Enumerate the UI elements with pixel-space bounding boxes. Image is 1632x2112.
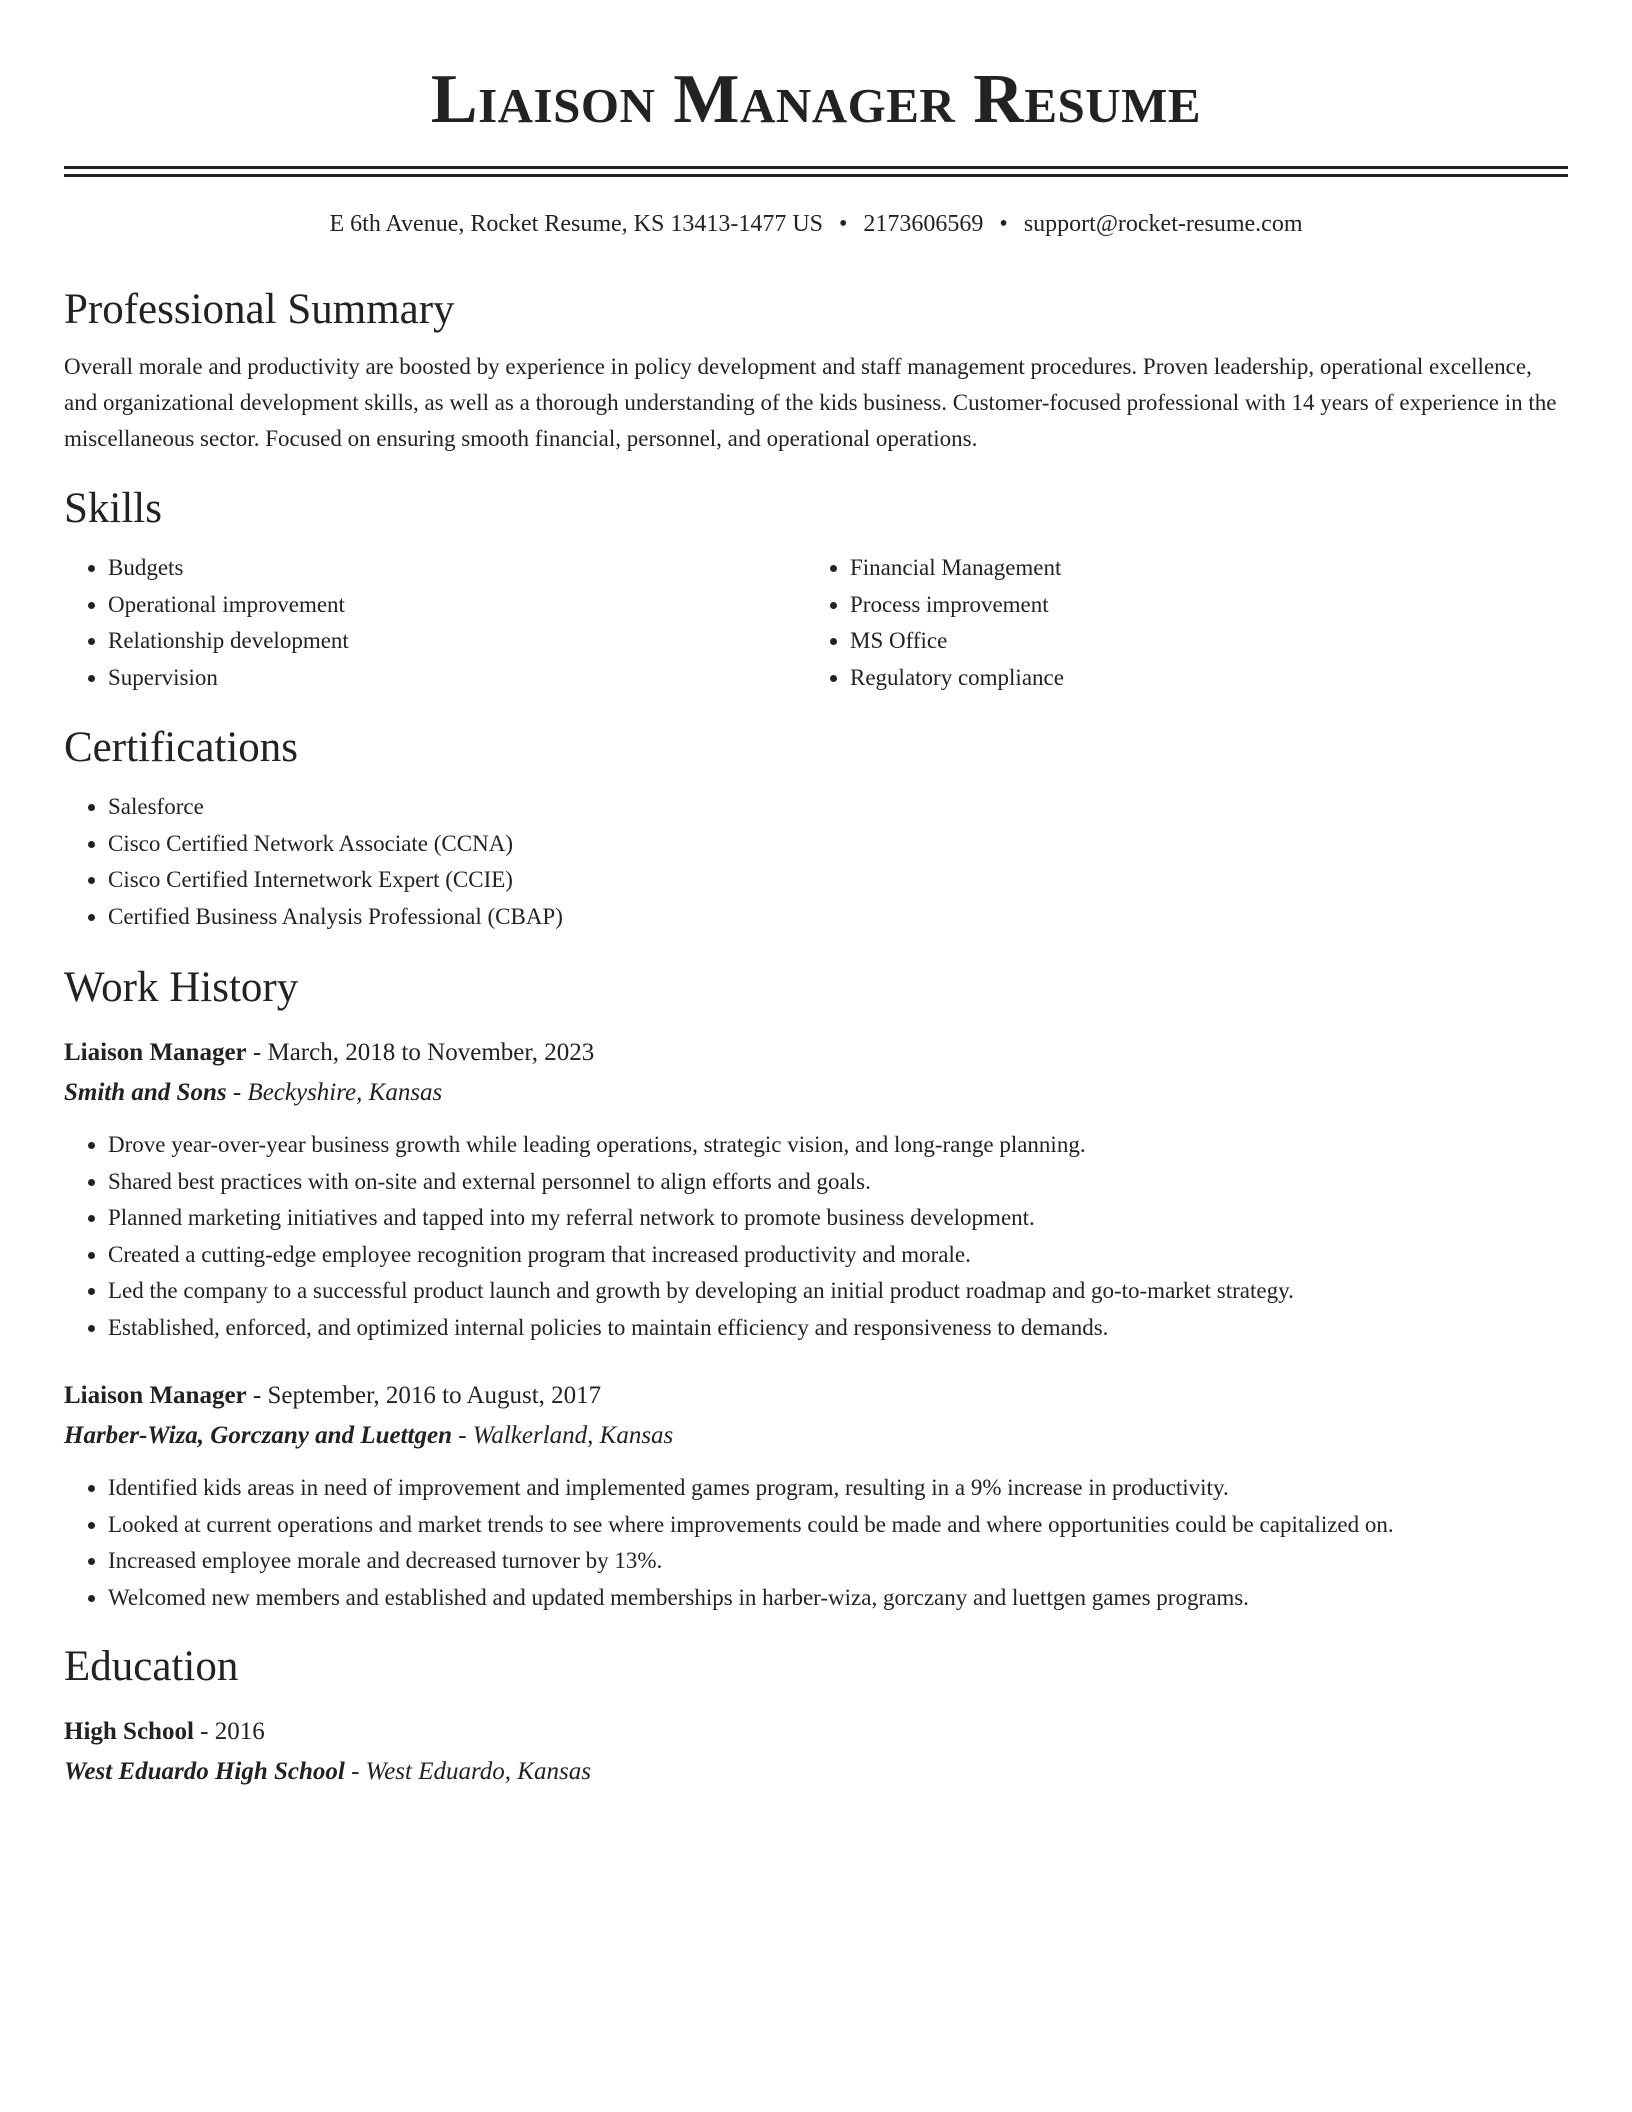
skill-item: • Regulatory compliance [850,660,1548,697]
certifications-list [64,789,1568,935]
job-bullet: • Welcomed new members and established and updated memberships in harber-wiza, gorczany and luettgen games programs. [108,1580,1568,1617]
skill-item: • Relationship development [108,623,806,660]
skill-item: • Financial Management [850,550,1548,587]
contact-separator: • [839,211,848,237]
skills-section [64,484,1568,696]
job-title: Liaison Manager [64,1382,247,1409]
contact-phone: 2173606569 [863,211,984,237]
job-bullet: • Looked at current operations and market trends to see where improvements could be made and where opportunities could be capitalized on. [108,1507,1568,1544]
job-header [64,1037,1568,1069]
section-heading-summary: Professional Summary [64,286,455,333]
job-company: Harber-Wiza, Gorczany and Luettgen [64,1422,452,1449]
section-heading-skills: Skills [64,485,162,532]
education-section [64,1642,1568,1788]
job-bullet: • Established, enforced, and optimized internal policies to maintain efficiency and responsiveness to demands. [108,1310,1568,1347]
professional-summary-section [64,285,1568,457]
job-dates: - September, 2016 to August, 2017 [246,1382,602,1409]
job-bullet: • Drove year-over-year business growth while leading operations, strategic vision, and long-range planning. [108,1127,1568,1164]
job-bullet: • Increased employee morale and decreased turnover by 13%. [108,1543,1568,1580]
job-dates: - March, 2018 to November, 2023 [246,1039,595,1066]
education-location: - West Eduardo, Kansas [344,1758,591,1785]
job-location: - Walkerland, Kansas [451,1422,674,1449]
resume-title: Liaison Manager Resume [430,61,1202,138]
skill-item: • Supervision [108,660,806,697]
job-bullet-list [64,1127,1568,1346]
skills-column-right [806,550,1548,696]
job-company: Smith and Sons [64,1079,227,1106]
certifications-section [64,723,1568,935]
education-year: - 2016 [193,1718,265,1745]
job-header [64,1380,1568,1412]
work-history-section [64,963,1568,1616]
job-entry [64,1037,1568,1346]
skills-grid [64,550,1568,696]
title-divider [64,166,1568,177]
education-institution [64,1756,1568,1788]
certification-item: • Certified Business Analysis Professional (CBAP) [108,899,1568,936]
job-title: Liaison Manager [64,1039,247,1066]
job-entry [64,1380,1568,1616]
section-heading-work-history: Work History [64,964,299,1011]
section-heading-education: Education [64,1643,239,1690]
skill-item: • MS Office [850,623,1548,660]
skills-column-left [64,550,806,696]
contact-separator: • [999,211,1008,237]
certification-item: • Cisco Certified Network Associate (CCNA) [108,826,1568,863]
education-degree: High School [64,1718,194,1745]
job-bullet: • Created a cutting-edge employee recognition program that increased productivity and morale. [108,1237,1568,1274]
job-bullet: • Led the company to a successful product launch and growth by developing an initial product roadmap and go-to-market strategy. [108,1273,1568,1310]
summary-text: Overall morale and productivity are boosted by experience in policy development and staff management procedures. Proven leadership, operational excellence, and organizational development skills, as well as a thorough understanding of the kids business. Customer-focused professional with 14 years of experience in the miscellaneous sector. Focused on ensuring smooth financial, personnel, and operational operations. [64,354,1557,451]
job-bullet: • Planned marketing initiatives and tapped into my referral network to promote business development. [108,1200,1568,1237]
job-bullet: • Shared best practices with on-site and external personnel to align efforts and goals. [108,1164,1568,1201]
job-employer [64,1420,1568,1452]
contact-address: E 6th Avenue, Rocket Resume, KS 13413-1477 US [329,211,823,237]
job-bullet: • Identified kids areas in need of improvement and implemented games program, resulting in a 9% increase in productivity. [108,1470,1568,1507]
education-school: West Eduardo High School [64,1758,345,1785]
job-location: - Beckyshire, Kansas [226,1079,443,1106]
certification-item: • Cisco Certified Internetwork Expert (CCIE) [108,862,1568,899]
skill-item: • Operational improvement [108,587,806,624]
section-heading-certifications: Certifications [64,724,299,771]
skill-item: • Process improvement [850,587,1548,624]
certification-item: • Salesforce [108,789,1568,826]
job-bullet-list [64,1470,1568,1616]
contact-email: support@rocket-resume.com [1023,211,1303,237]
job-employer [64,1077,1568,1109]
skill-item: • Budgets [108,550,806,587]
contact-line [64,209,1568,239]
education-header [64,1716,1568,1748]
